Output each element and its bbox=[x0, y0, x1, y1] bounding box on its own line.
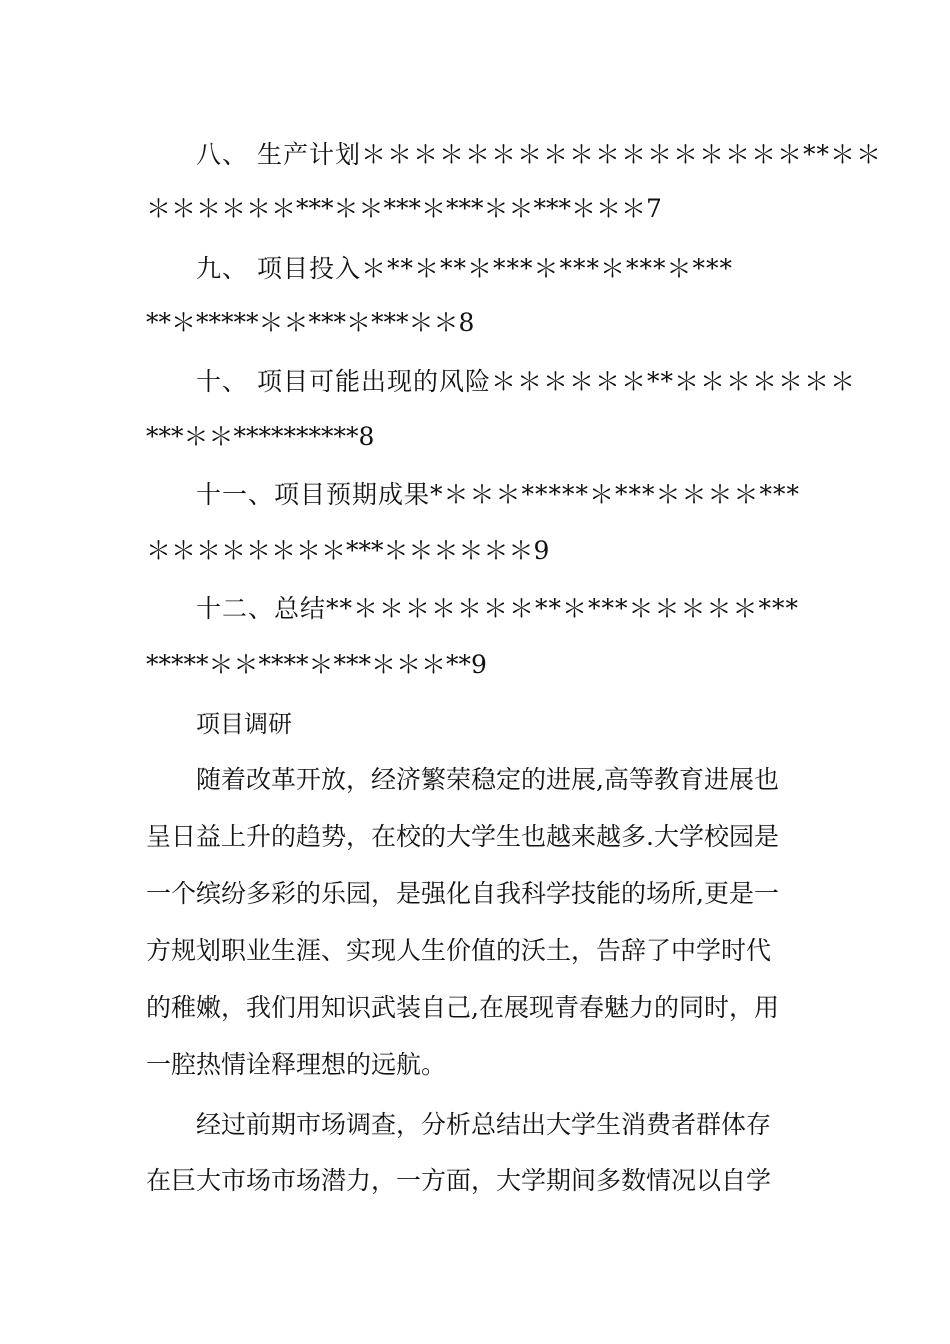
toc-entry-11-line2: ＊＊＊＊＊＊＊＊***＊＊＊＊＊＊9 bbox=[146, 536, 550, 565]
toc-entry-12-line2: *****＊＊****＊***＊＊＊**9 bbox=[146, 650, 487, 679]
toc-entry-10-line2: ***＊＊**********8 bbox=[146, 422, 375, 451]
paragraph-1-line: 一腔热情诠释理想的远航。 bbox=[146, 1050, 447, 1079]
toc-entry-8-line2: ＊＊＊＊＊＊***＊＊***＊***＊＊***＊＊＊7 bbox=[146, 194, 662, 223]
paragraph-1-line: 方规划职业生涯、实现人生价值的沃土，告辞了中学时代 bbox=[146, 936, 772, 965]
toc-entry-10-label: 十、 项目可能出现的风险 bbox=[196, 367, 491, 396]
section-heading: 项目调研 bbox=[196, 710, 292, 738]
toc-entry-9-line2: **＊*****＊＊***＊***＊＊8 bbox=[146, 308, 475, 337]
toc-entry-8-leader: ＊＊＊＊＊＊＊＊＊＊＊＊＊＊＊＊＊**＊＊ bbox=[360, 140, 882, 169]
toc-entry-12-label: 十二、总结 bbox=[196, 594, 327, 623]
toc-entry-9-label: 九、 项目投入 bbox=[196, 254, 361, 283]
toc-entry-12-line1 bbox=[196, 592, 806, 626]
toc-entry-8-line1 bbox=[196, 138, 882, 172]
toc-entry-11-label: 十一、项目预期成果 bbox=[196, 480, 431, 509]
toc-entry-10-line1 bbox=[196, 365, 856, 399]
toc-entry-10-leader: ＊＊＊＊＊＊**＊＊＊＊＊＊＊ bbox=[490, 367, 856, 396]
toc-entry-11-leader: *＊＊＊*****＊***＊＊＊＊*** bbox=[430, 480, 801, 509]
paragraph-1-line: 呈日益上升的趋势，在校的大学生也越来越多.大学校园是 bbox=[146, 822, 779, 851]
paragraph-1-line: 随着改革开放，经济繁荣稳定的进展,高等教育进展也 bbox=[196, 765, 779, 794]
paragraph-1-line: 的稚嫩，我们用知识武装自己,在展现青春魅力的同时，用 bbox=[146, 993, 779, 1022]
toc-entry-8-label: 八、 生产计划 bbox=[196, 140, 361, 169]
paragraph-1-line: 一个缤纷多彩的乐园，是强化自我科学技能的场所,更是一 bbox=[146, 879, 779, 908]
paragraph-2-line: 在巨大市场市场潜力，一方面，大学期间多数情况以自学 bbox=[146, 1166, 772, 1195]
toc-entry-12-leader: **＊＊＊＊＊＊＊**＊***＊＊＊＊＊*** bbox=[326, 594, 800, 623]
paragraph-2-line: 经过前期市场调查，分析总结出大学生消费者群体存 bbox=[196, 1110, 772, 1139]
toc-entry-9-leader: ＊**＊**＊***＊***＊***＊*** bbox=[360, 254, 733, 283]
toc-entry-9-line1 bbox=[196, 252, 806, 286]
toc-entry-11-line1 bbox=[196, 478, 806, 512]
